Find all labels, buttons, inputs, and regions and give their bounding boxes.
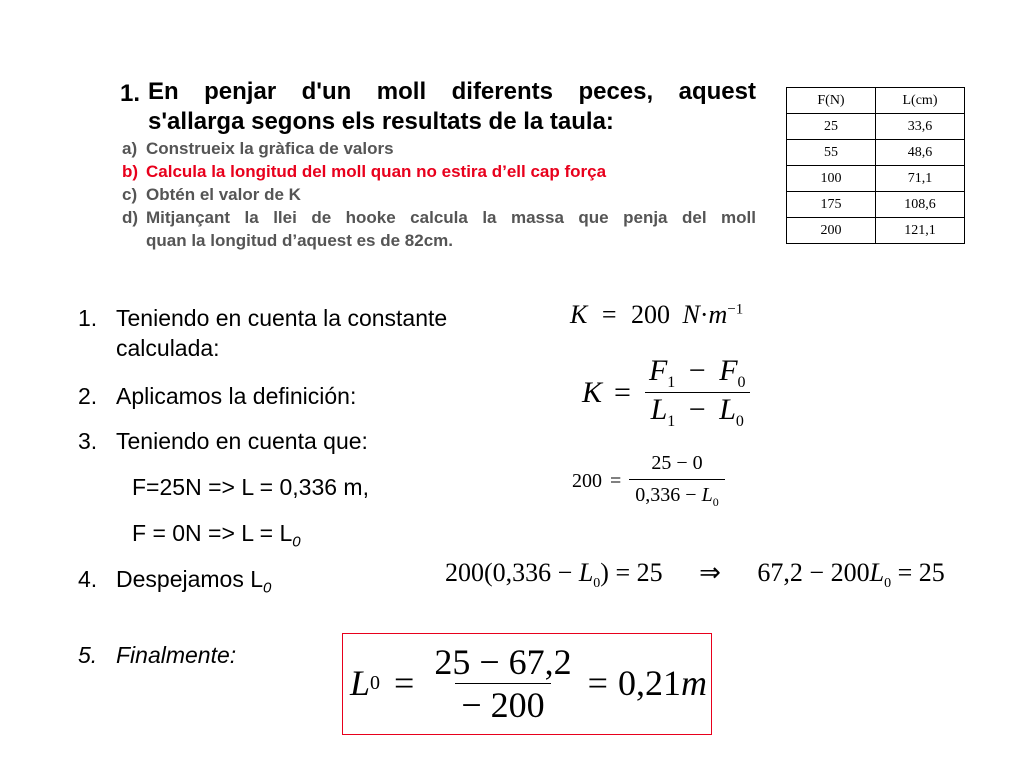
implies-arrow: ⇒ [699,558,721,587]
table-header-cell: L(cm) [876,88,965,114]
minus-sign: − [688,393,706,426]
length-symbol: L [719,393,736,426]
k-definition-equation [582,354,752,431]
condition-2-sub: 0 [292,533,301,551]
newton-unit: N [682,300,700,329]
final-fraction [428,641,577,726]
table-cell: 108,6 [876,192,965,218]
subitem-text: Obtén el valor de K [146,185,301,204]
table-row [787,140,965,166]
subitem-letter: d) [122,208,139,227]
subitem-letter: c) [122,185,138,204]
step-text: Teniendo en cuenta que: [116,428,368,454]
step-number: 4. [78,566,98,592]
step-text: Teniendo en cuenta la constante [116,305,448,331]
step-sub: 0 [263,579,272,597]
substitution-fraction [629,452,724,510]
fraction-denominator: − 200 [455,683,550,726]
table-cell: 55 [787,140,876,166]
step-number: 1. [78,305,98,331]
subscript: 0 [735,413,744,430]
result-value: 0,21 [617,663,681,703]
problem-number: 1. [120,80,141,107]
step-4 [78,566,271,597]
table-cell: 33,6 [876,114,965,140]
table-cell: 121,1 [876,218,965,244]
length-symbol: L [578,558,594,587]
final-equation [350,637,707,729]
condition-2-text: F = 0N => L = L [132,520,293,546]
table-header-row [787,88,965,114]
table-header-cell: F(N) [787,88,876,114]
subscript: 0 [593,576,601,592]
subscript: 1 [667,413,676,430]
k-value-equation [570,300,743,330]
subitem-letter: a) [122,139,138,158]
step-number: 2. [78,383,98,409]
equals-sign: = [614,375,631,409]
subscript: 0 [737,374,746,391]
step-text: Finalmente: [116,642,237,668]
k-symbol: K [582,375,603,409]
table-cell: 48,6 [876,140,965,166]
subitem-a [122,137,756,160]
problem-line-2: s'allarga segons els resultats de la taula: [148,108,614,135]
step-3 [78,428,368,455]
table-cell: 200 [787,218,876,244]
fraction-denominator [645,392,750,431]
length-symbol: L [350,663,371,703]
substitution-equation [572,452,725,510]
fraction-numerator: 25 − 67,2 [434,641,572,682]
solve-right-end: = 25 [891,558,945,587]
problem-line-1: En penjar d'un moll diferents peces, aquest [148,78,756,105]
force-symbol: F [719,354,738,387]
subitem-d [122,206,756,229]
table-row [787,114,965,140]
length-symbol: L [650,393,668,426]
subitem-text: Construeix la gràfica de valors [146,139,394,158]
subscript: 0 [712,495,719,509]
k-symbol: K [570,300,588,329]
equals-sign: = [601,300,617,329]
minus-sign: − [688,354,706,387]
subitem-list [122,137,756,252]
subitem-text: Calcula la longitud del moll quan no estira d’ell cap força [146,162,607,181]
subscript: 1 [667,374,676,391]
subitem-text: Mitjançant la llei de hooke calcula la massa que penja del moll [146,208,756,227]
step-text: Aplicamos la definición: [116,383,357,409]
step-text: Despejamos L [116,566,264,592]
fraction-numerator [643,354,752,392]
table-cell: 100 [787,166,876,192]
table-cell: 25 [787,114,876,140]
equals-sign: = [394,663,415,703]
condition-1: F=25N => L = 0,336 m, [132,474,369,500]
solve-left: 200(0,336 − [445,558,579,587]
subitem-b [122,160,756,183]
equals-sign: = [610,469,622,492]
force-symbol: F [648,354,668,387]
subscript: 0 [370,671,381,694]
subitem-letter: b) [122,162,139,181]
solve-left-end: ) = 25 [600,558,663,587]
table-row [787,166,965,192]
step-1 [78,305,447,332]
dot-operator: · [699,300,709,329]
lhs-value: 200 [572,469,602,492]
step-number: 5. [78,642,98,668]
solve-right: 67,2 − 200 [757,558,870,587]
denominator-value: 0,336 − [635,484,702,506]
length-symbol: L [869,558,885,587]
table-row [787,218,965,244]
data-table [786,87,965,244]
solving-equation [445,558,945,592]
step-number: 3. [78,428,98,454]
k-number: 200 [631,300,671,329]
table-cell: 71,1 [876,166,965,192]
result-unit: m [680,663,707,703]
k-fraction [643,354,752,431]
subitem-c [122,183,756,206]
table-row [787,192,965,218]
fraction-denominator [629,479,724,510]
equals-sign: = [587,663,608,703]
table-cell: 175 [787,192,876,218]
subitem-text-2: quan la longitud d’aquest es de 82cm. [146,231,454,250]
fraction-numerator: 25 − 0 [651,452,703,474]
subscript: 0 [884,576,892,592]
step-5 [78,642,236,669]
subitem-d-cont [122,229,756,252]
meter-unit: m [708,300,728,329]
condition-2 [132,520,301,551]
step-1-cont: calculada: [116,335,220,361]
exponent: −1 [727,301,744,318]
length-symbol: L [701,484,713,506]
step-2 [78,383,356,410]
